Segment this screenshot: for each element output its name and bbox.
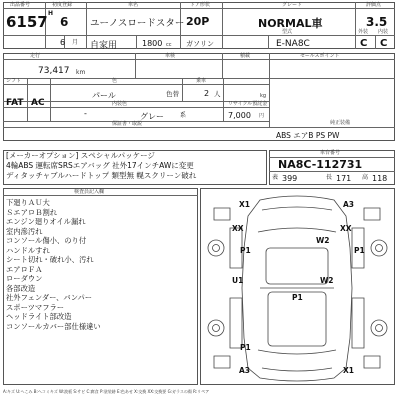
damage-x1-top: X1 bbox=[239, 200, 251, 209]
cc-unit: cc bbox=[166, 42, 172, 48]
type-value: E-NA8C bbox=[276, 39, 310, 49]
inspector-note: 下廻りＡＵ大 bbox=[6, 198, 50, 207]
inspector-note: 室内滲汚れ bbox=[6, 226, 43, 236]
shift-value: FAT bbox=[6, 98, 24, 108]
inspector-note: ヘッドライト部改造 bbox=[6, 312, 72, 321]
inspector-note: 各部改造 bbox=[6, 283, 36, 293]
doors-label: ドア形状 bbox=[190, 2, 210, 8]
inspector-note: 社外フェンダー、バンパー bbox=[6, 293, 93, 302]
inspector-note: ＳエアロＢ割れ bbox=[6, 207, 58, 217]
month-unit: 月 bbox=[72, 39, 79, 46]
option-line-2: 4輪ABS 運転席SRSエアバッグ 社外17インチAWに変更 bbox=[6, 161, 194, 170]
seats-value: 2 bbox=[204, 89, 210, 98]
inspector-note: エンジン廻りオイル漏れ bbox=[6, 217, 86, 226]
damage-p1-d: P1 bbox=[240, 343, 251, 352]
month-value: 6 bbox=[60, 38, 66, 47]
inspector-notes bbox=[6, 198, 196, 331]
year-value: 6 bbox=[60, 15, 69, 29]
score-label: 評価点 bbox=[366, 2, 382, 8]
damage-a3-bottom: A3 bbox=[239, 366, 251, 375]
option-line-3: ディタッチャブルハードトップ 類型無 幌スクリーン破れ bbox=[6, 171, 197, 180]
lot-label: 出品番号 bbox=[10, 2, 31, 8]
fuel-value: ガソリン bbox=[186, 40, 214, 48]
inspection-label: 車検 bbox=[165, 53, 176, 59]
chassis-number: NA8C-112731 bbox=[278, 158, 363, 171]
damage-w2-top: W2 bbox=[316, 236, 330, 245]
grade-label: グレード bbox=[282, 2, 303, 8]
trim-value: グレー bbox=[140, 112, 164, 121]
seats-unit: 人 bbox=[214, 90, 221, 98]
inspector-note: コンソール傷小、のり付 bbox=[6, 236, 87, 245]
height-label: 高 bbox=[362, 174, 369, 181]
model-name: ユーノスロードスター bbox=[90, 18, 185, 29]
damage-legend: A:キズ U:へこみ B:ヘコミキズ W:波板 S:サビ C:腐食 P:塗装跡 E:色あせ X:交換 XX:交換要 G:ガラスの傷 R:リペア bbox=[3, 389, 210, 394]
inspector-note: エアロＦＡ bbox=[6, 264, 43, 274]
equip-label: 純正装備 bbox=[330, 120, 351, 126]
height-value: 118 bbox=[372, 174, 388, 183]
lot-number: 6157 bbox=[6, 13, 48, 31]
mileage-value: 73,417 bbox=[38, 66, 70, 76]
grade-value: NORMAL車 bbox=[258, 17, 323, 30]
interior-color-label: 内装色 bbox=[112, 101, 128, 107]
ext-value: C bbox=[360, 38, 368, 49]
year-label: 初度登録 bbox=[52, 2, 73, 8]
kg-unit: kg bbox=[260, 93, 267, 99]
damage-xx-left: XX bbox=[232, 224, 244, 233]
damage-x1-bottom: X1 bbox=[343, 366, 355, 375]
damage-p1-c: P1 bbox=[292, 293, 303, 302]
sales-point-label: セールスポイント bbox=[300, 53, 340, 59]
inspector-title: 検査員記入欄 bbox=[74, 189, 105, 195]
seats-dim-value: 399 bbox=[282, 174, 298, 183]
color-value: パール bbox=[92, 91, 116, 100]
length-label: 長 bbox=[326, 174, 333, 181]
ext-label: 外装 bbox=[358, 29, 369, 35]
inspector-note: スポーツマフラー bbox=[6, 302, 65, 312]
recycle-value: 7,000 bbox=[228, 111, 251, 120]
damage-u1: U1 bbox=[232, 276, 244, 285]
ac-value: AC bbox=[31, 98, 45, 108]
damage-w2-bottom: W2 bbox=[320, 276, 334, 285]
era: H bbox=[48, 10, 54, 17]
int-label: 内装 bbox=[378, 29, 389, 35]
inspector-note: ハンドルすれ bbox=[6, 245, 50, 255]
color-no-label: 色替 bbox=[166, 90, 179, 98]
displacement: 1800 bbox=[142, 39, 163, 48]
color-label: 色 bbox=[112, 78, 118, 84]
damage-a3-top: A3 bbox=[343, 200, 355, 209]
shift-label: シフト bbox=[6, 78, 22, 84]
inspector-note: コンソールカバー部仕様違い bbox=[6, 321, 101, 331]
inspector-note: ローダウン bbox=[6, 274, 43, 283]
dash-mark: - bbox=[84, 109, 87, 118]
damage-p1-a: P1 bbox=[240, 246, 251, 255]
damage-xx-right: XX bbox=[340, 224, 352, 233]
int-value: C bbox=[380, 38, 388, 49]
equipment-value: ABS エアB PS PW bbox=[276, 131, 340, 140]
seats-dim-label: 表 bbox=[272, 174, 279, 181]
yen-unit: 円 bbox=[259, 113, 265, 119]
model-label: 車名 bbox=[128, 2, 139, 8]
mileage-label: 走行 bbox=[30, 53, 41, 59]
option-line-1: [メーカーオプション] スペシャルパッケージ bbox=[6, 151, 155, 160]
load-label: 積載 bbox=[240, 53, 251, 59]
type-label: 型式 bbox=[282, 29, 293, 35]
length-value: 171 bbox=[336, 174, 352, 183]
damage-p1-b: P1 bbox=[354, 246, 365, 255]
car-diagram bbox=[200, 188, 395, 385]
score-value: 3.5 bbox=[366, 15, 388, 29]
recycle-label: リサイクル預託金 bbox=[228, 101, 268, 107]
km-unit: km bbox=[76, 69, 86, 76]
inspector-note: シート切れ・破れ小、汚れ bbox=[6, 255, 94, 264]
history-label: 保証書・取説 bbox=[112, 121, 143, 127]
seats-label: 乗車 bbox=[196, 78, 207, 84]
doors-value: 20P bbox=[186, 15, 210, 28]
trim-unit: 系 bbox=[180, 112, 187, 119]
chassis-label: 車台番号 bbox=[320, 150, 341, 156]
use-value: 自家用 bbox=[90, 41, 118, 51]
